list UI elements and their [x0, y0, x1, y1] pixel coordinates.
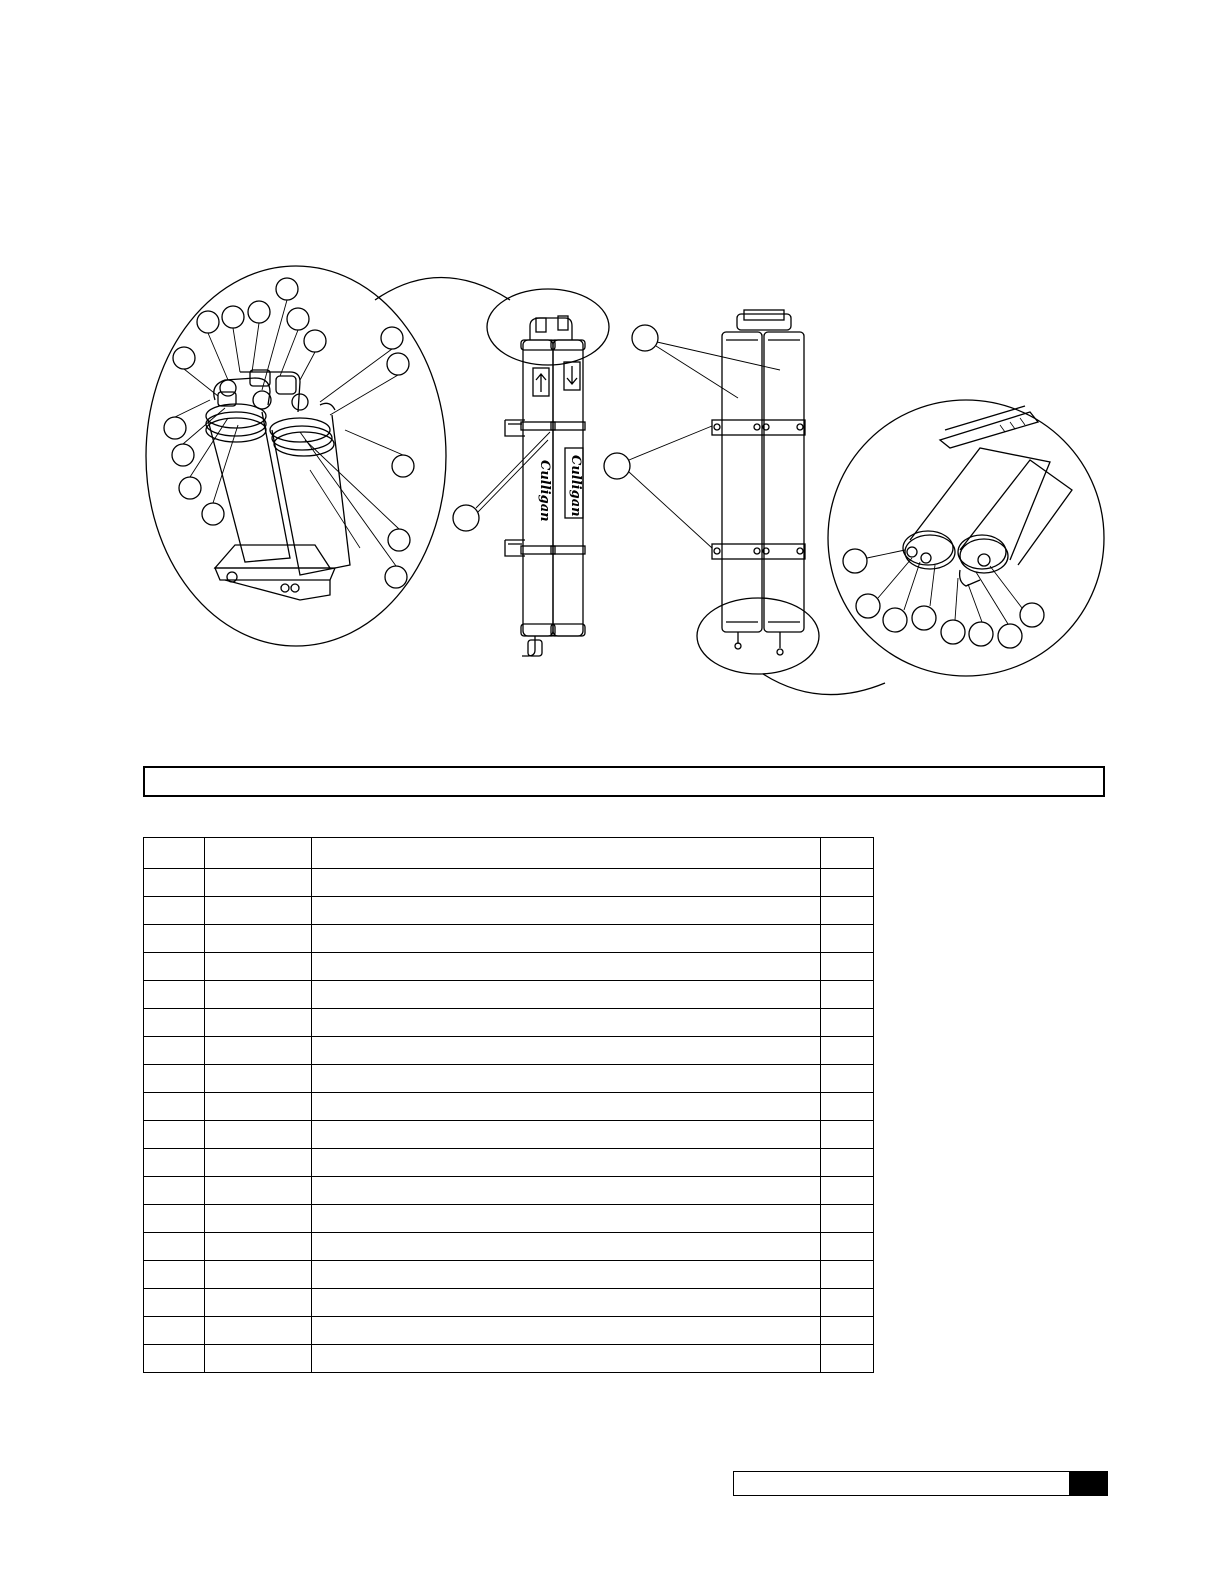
cell-part-number: [204, 1009, 311, 1037]
header-part-number: [204, 838, 311, 869]
cell-item: [144, 1177, 205, 1205]
cell-quantity: [821, 953, 874, 981]
cell-description: [311, 1009, 820, 1037]
cell-quantity: [821, 1093, 874, 1121]
parts-diagram: [0, 0, 1224, 720]
table-row: [144, 1177, 874, 1205]
cell-item: [144, 953, 205, 981]
cell-item: [144, 1317, 205, 1345]
cell-quantity: [821, 1121, 874, 1149]
table-row: [144, 1317, 874, 1345]
cell-quantity: [821, 1317, 874, 1345]
parts-table-body: [144, 869, 874, 1373]
cell-part-number: [204, 1261, 311, 1289]
cell-description: [311, 1261, 820, 1289]
cell-description: [311, 897, 820, 925]
cell-part-number: [204, 925, 311, 953]
table-header-row: [144, 838, 874, 869]
cell-description: [311, 1093, 820, 1121]
cell-description: [311, 1289, 820, 1317]
cell-item: [144, 1009, 205, 1037]
cell-quantity: [821, 1233, 874, 1261]
cell-part-number: [204, 1177, 311, 1205]
cell-part-number: [204, 1121, 311, 1149]
cell-description: [311, 1205, 820, 1233]
cell-part-number: [204, 1289, 311, 1317]
cell-quantity: [821, 1009, 874, 1037]
table-row: [144, 1261, 874, 1289]
cell-item: [144, 1233, 205, 1261]
cell-item: [144, 1065, 205, 1093]
section-title-bar: [143, 766, 1105, 797]
header-quantity: [821, 838, 874, 869]
cell-quantity: [821, 1037, 874, 1065]
front-tube-view: [604, 310, 885, 695]
cell-item: [144, 981, 205, 1009]
cell-description: [311, 1345, 820, 1373]
cell-quantity: [821, 1345, 874, 1373]
cell-item: [144, 1149, 205, 1177]
cell-part-number: [204, 953, 311, 981]
cell-quantity: [821, 925, 874, 953]
cell-description: [311, 953, 820, 981]
top-detail-ellipse: [146, 266, 609, 646]
cell-quantity: [821, 1149, 874, 1177]
table-row: [144, 1121, 874, 1149]
cell-description: [311, 1037, 820, 1065]
cell-quantity: [821, 1177, 874, 1205]
cell-item: [144, 1093, 205, 1121]
cell-item: [144, 1121, 205, 1149]
cell-description: [311, 1177, 820, 1205]
header-description: [311, 838, 820, 869]
table-row: [144, 1345, 874, 1373]
cell-part-number: [204, 981, 311, 1009]
center-tube-assembly: [453, 316, 585, 656]
table-row: [144, 1233, 874, 1261]
cell-item: [144, 1205, 205, 1233]
bottom-detail-circle: [828, 400, 1104, 676]
cell-part-number: [204, 1037, 311, 1065]
cell-description: [311, 1149, 820, 1177]
header-item: [144, 838, 205, 869]
cell-quantity: [821, 981, 874, 1009]
table-row: [144, 897, 874, 925]
table-row: [144, 925, 874, 953]
cell-quantity: [821, 1065, 874, 1093]
cell-part-number: [204, 1065, 311, 1093]
table-row: [144, 1065, 874, 1093]
table-row: [144, 953, 874, 981]
cell-part-number: [204, 897, 311, 925]
cell-part-number: [204, 869, 311, 897]
cell-item: [144, 925, 205, 953]
cell-description: [311, 925, 820, 953]
cell-quantity: [821, 1289, 874, 1317]
cell-part-number: [204, 1233, 311, 1261]
cell-quantity: [821, 1261, 874, 1289]
cell-item: [144, 1037, 205, 1065]
cell-item: [144, 1345, 205, 1373]
cell-description: [311, 869, 820, 897]
footer-label: [733, 1471, 1070, 1496]
table-row: [144, 869, 874, 897]
cell-part-number: [204, 1205, 311, 1233]
table-row: [144, 1093, 874, 1121]
cell-part-number: [204, 1345, 311, 1373]
logo-text-left: Culligan: [537, 460, 552, 522]
cell-item: [144, 897, 205, 925]
cell-part-number: [204, 1317, 311, 1345]
page-number: [1070, 1471, 1108, 1496]
cell-item: [144, 1289, 205, 1317]
cell-item: [144, 1261, 205, 1289]
cell-part-number: [204, 1149, 311, 1177]
logo-text-right: Culligan: [568, 455, 583, 517]
cell-item: [144, 869, 205, 897]
parts-table: [143, 837, 874, 1373]
cell-description: [311, 981, 820, 1009]
table-row: [144, 1205, 874, 1233]
cell-description: [311, 1233, 820, 1261]
cell-quantity: [821, 897, 874, 925]
table-row: [144, 1289, 874, 1317]
table-row: [144, 1009, 874, 1037]
cell-quantity: [821, 869, 874, 897]
table-row: [144, 981, 874, 1009]
cell-part-number: [204, 1093, 311, 1121]
table-row: [144, 1149, 874, 1177]
table-row: [144, 1037, 874, 1065]
cell-description: [311, 1121, 820, 1149]
cell-quantity: [821, 1205, 874, 1233]
cell-description: [311, 1065, 820, 1093]
cell-description: [311, 1317, 820, 1345]
